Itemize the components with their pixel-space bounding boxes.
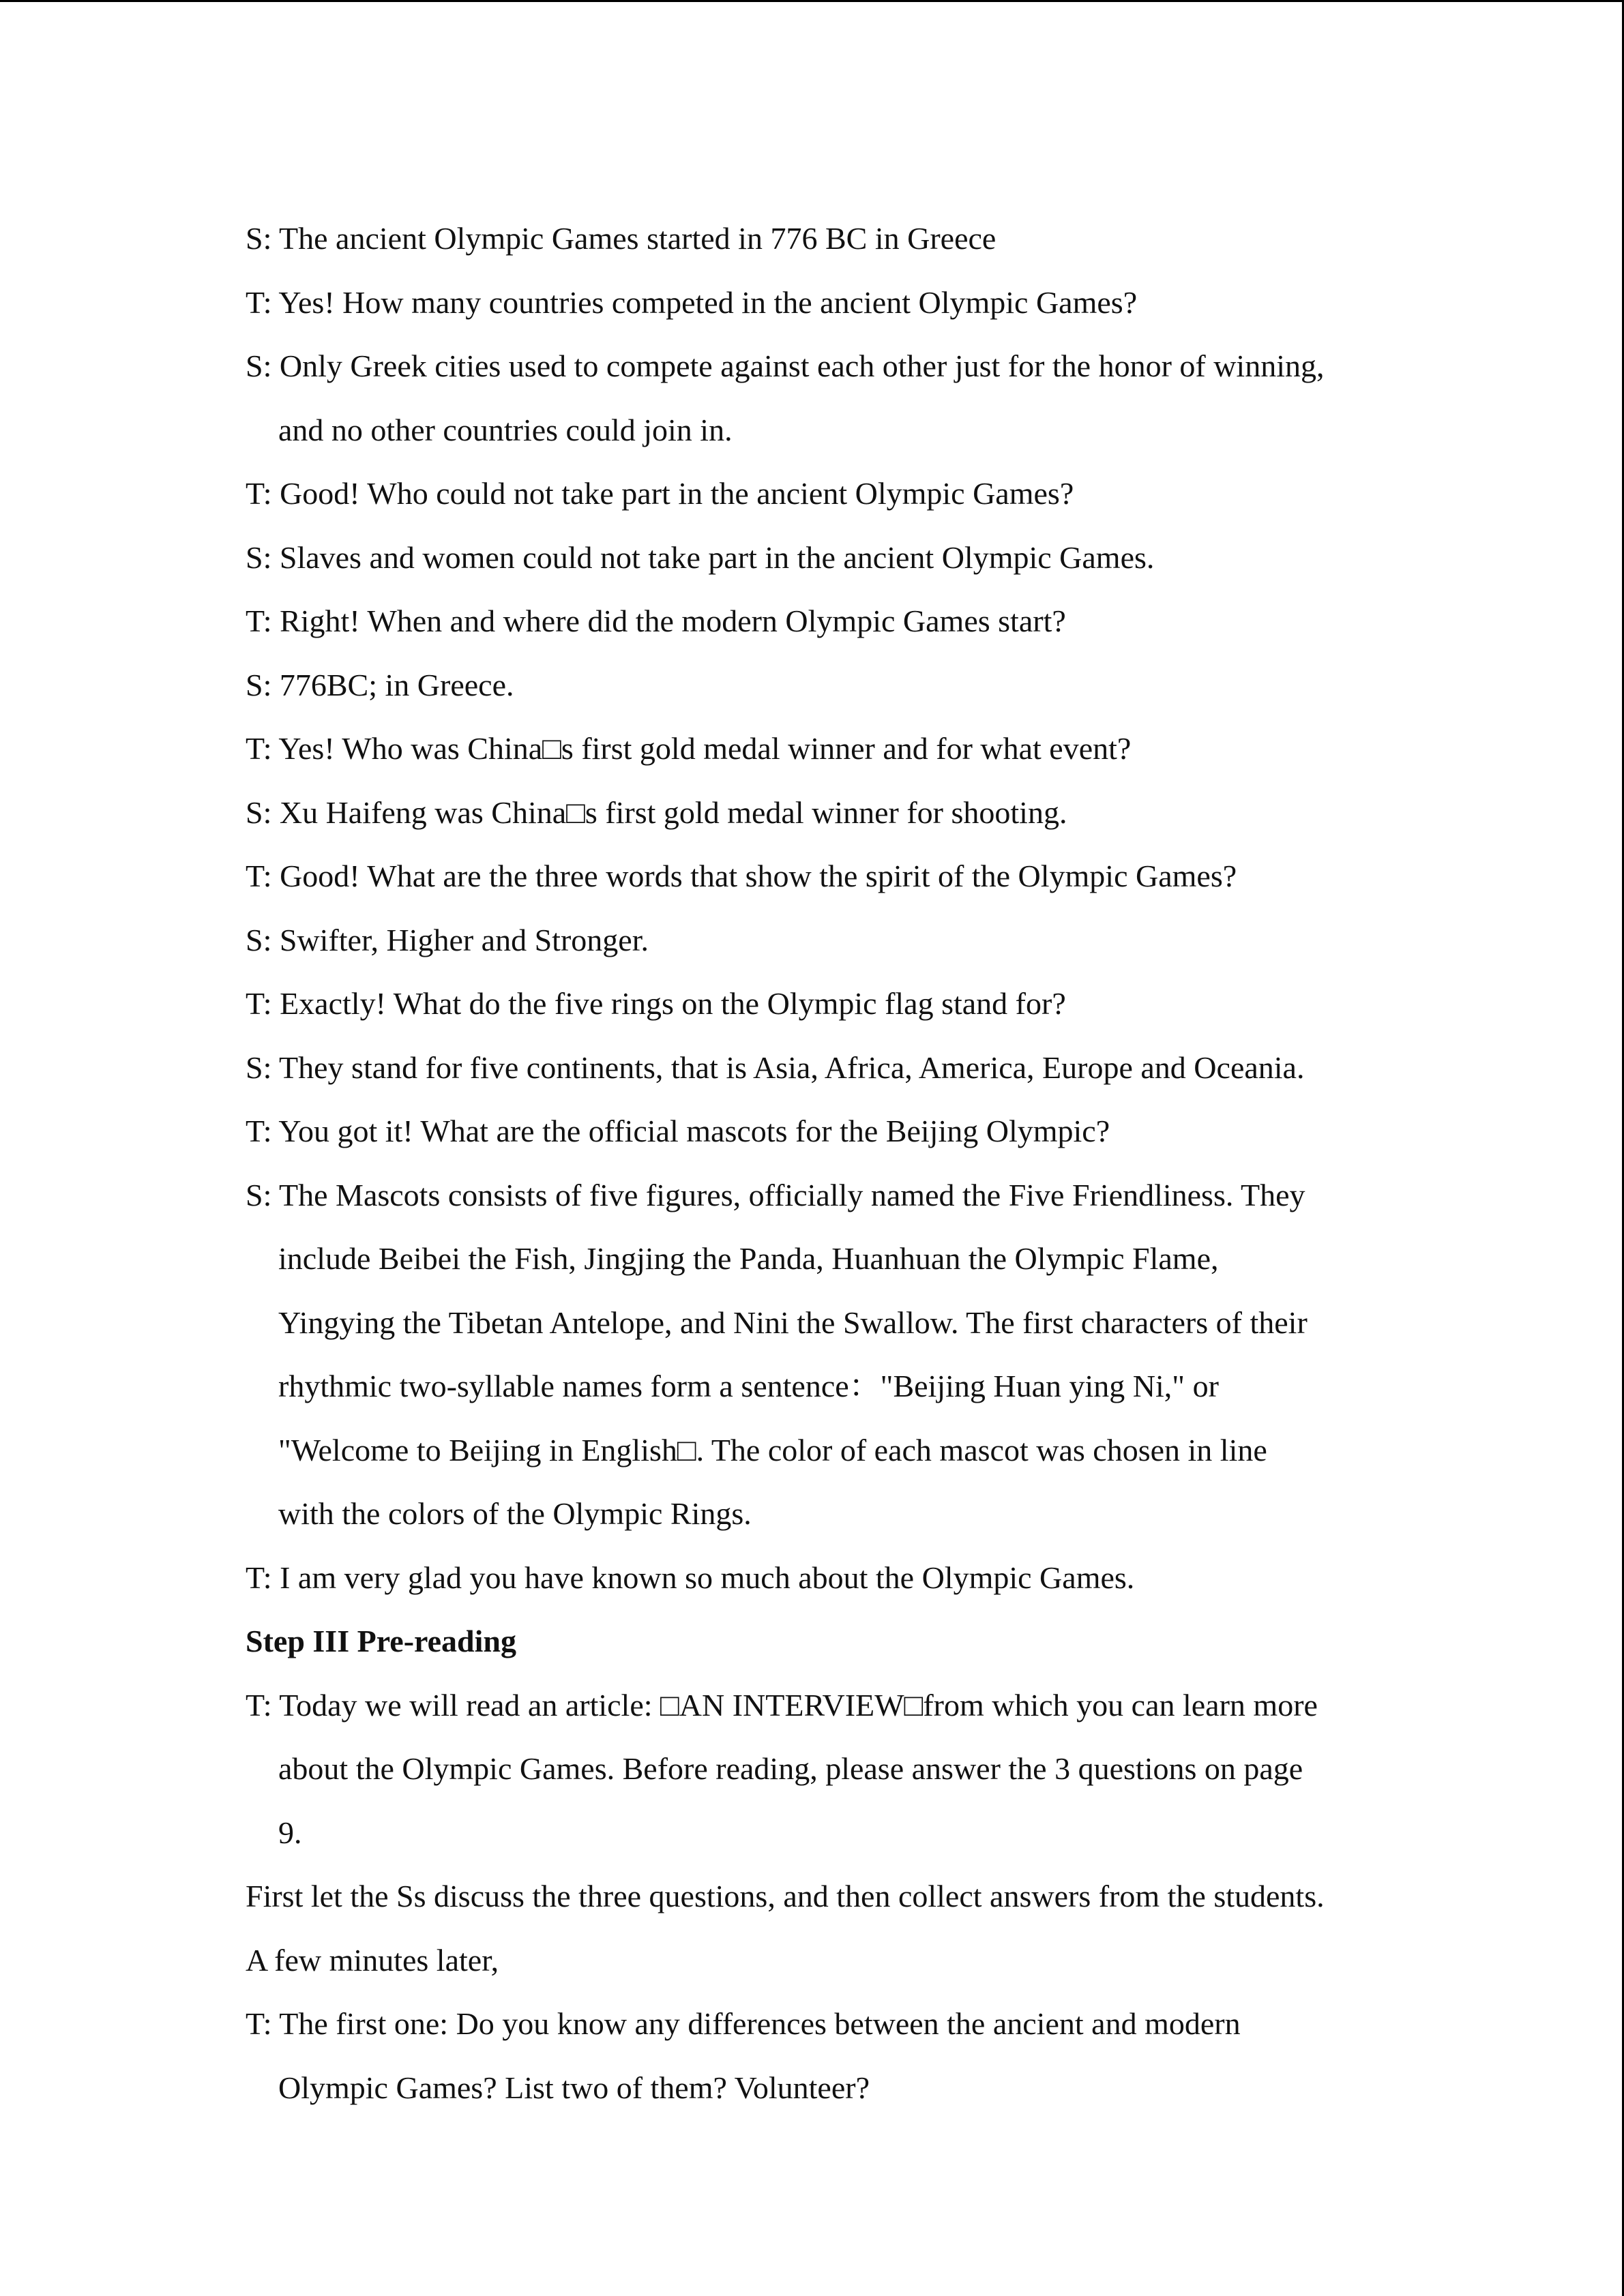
line: and no other countries could join in. [278,412,733,447]
line: First let the Ss discuss the three questions, and then collect answers from the students. [246,1879,1325,1913]
page-border-top [0,0,1624,2]
section-heading [246,1609,1378,1673]
line: S: Xu Haifeng was China□s first gold medal winner for shooting. [246,794,1067,830]
paragraph-14 [246,1099,1378,1163]
line: T: Yes! Who was China□s first gold medal winner and for what event? [246,731,1132,766]
line: S: The ancient Olympic Games started in 776 BC in Greece [246,221,996,256]
paragraph-4 [246,462,1378,526]
line: with the colors of the Olympic Rings. [278,1496,752,1531]
line: about the Olympic Games. Before reading, please answer the 3 questions on page [278,1751,1303,1786]
line: T: Good! Who could not take part in the ancient Olympic Games? [246,476,1074,511]
paragraph-16 [246,1546,1378,1610]
paragraph-12 [246,972,1378,1036]
line: T: Yes! How many countries competed in the ancient Olympic Games? [246,284,1138,320]
paragraph-11 [246,908,1378,972]
line: S: Slaves and women could not take part in the ancient Olympic Games. [246,539,1155,575]
line: T: Exactly! What do the five rings on the Olympic flag stand for? [246,986,1066,1021]
line: include Beibei the Fish, Jingjing the Panda, Huanhuan the Olympic Flame, [278,1241,1219,1276]
line: S: They stand for five continents, that is Asia, Africa, America, Europe and Oceania. [246,1049,1305,1085]
paragraph-19 [246,1864,1378,1928]
paragraph-2 [246,271,1378,335]
line: T: I am very glad you have known so much about the Olympic Games. [246,1560,1135,1595]
paragraph-20 [246,1928,1378,1993]
paragraph-21 [246,1992,1378,2119]
line: Olympic Games? List two of them? Volunteer? [278,2070,870,2105]
line: 9. [278,1815,302,1850]
line: Yingying the Tibetan Antelope, and Nini the Swallow. The first characters of their [278,1304,1308,1340]
line: "Welcome to Beijing in English□. The color of each mascot was chosen in line [278,1432,1267,1467]
paragraph-18 [246,1673,1378,1865]
paragraph-13 [246,1036,1378,1100]
line: T: You got it! What are the official mascots for the Beijing Olympic? [246,1114,1110,1148]
document-body [246,207,1378,2119]
paragraph-6 [246,589,1378,653]
line: A few minutes later, [246,1942,499,1978]
line: S: The Mascots consists of five figures, officially named the Five Friendliness. They [246,1177,1305,1212]
line: T: The first one: Do you know any differences between the ancient and modern [246,2006,1241,2041]
paragraph-3 [246,334,1378,462]
line: T: Right! When and where did the modern Olympic Games start? [246,603,1066,638]
line: S: Only Greek cities used to compete against each other just for the honor of winning, [246,348,1325,383]
paragraph-10 [246,844,1378,908]
line: T: Good! What are the three words that show the spirit of the Olympic Games? [246,859,1237,893]
paragraph-7 [246,653,1378,717]
paragraph-9 [246,781,1378,845]
line: rhythmic two-syllable names form a sentence："Beijing Huan ying Ni," or [278,1369,1219,1403]
paragraph-15 [246,1163,1378,1546]
line: S: 776BC; in Greece. [246,667,514,702]
heading-text: Step III Pre-reading [246,1624,516,1658]
paragraph-5 [246,526,1378,590]
paragraph-8 [246,717,1378,781]
line: S: Swifter, Higher and Stronger. [246,922,649,957]
paragraph-1 [246,207,1378,271]
line: T: Today we will read an article: □AN INTERVIEW□from which you can learn more [246,1687,1318,1723]
